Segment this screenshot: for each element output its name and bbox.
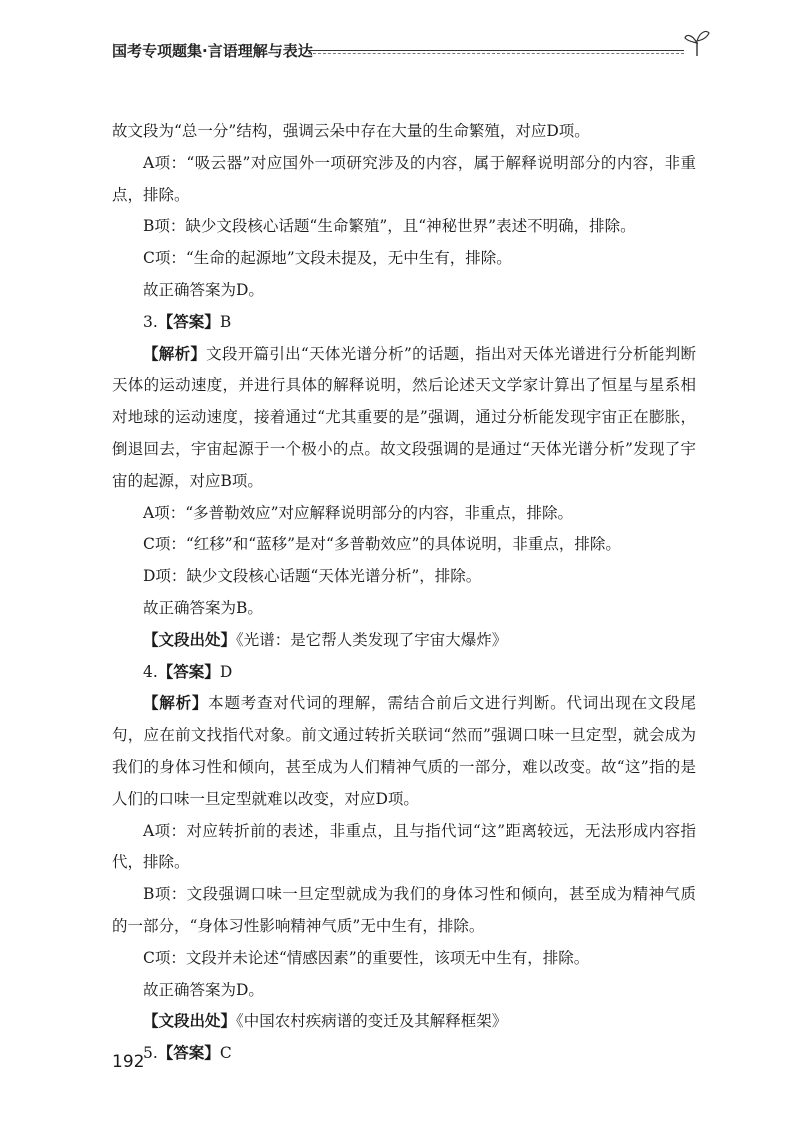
page-number: 192 — [112, 1052, 145, 1072]
answer-heading: 3.【答案】B — [143, 312, 232, 331]
paragraph: 故文段为“总一分”结构，强调云朵中存在大量的生命繁殖，对应D项。 — [112, 122, 590, 140]
answer-heading: 5.【答案】C — [143, 1044, 232, 1063]
paragraph: 故正确答案为D。 — [143, 280, 264, 299]
paragraph: 故正确答案为D。 — [143, 980, 264, 999]
header-rule-dashed — [308, 53, 684, 54]
paragraph: A项：“吸云器”对应国外一项研究涉及的内容，属于解释说明部分的内容，非重点，排除。 — [112, 153, 696, 204]
paragraph: A项：“多普勒效应”对应解释说明部分的内容，非重点，排除。 — [143, 503, 574, 522]
source-paragraph: 【文段出处】《光谱：是它帮人类发现了宇宙大爆炸》 — [143, 630, 508, 649]
paragraph: C项：文段并未论述“情感因素”的重要性，该项无中生有，排除。 — [143, 948, 590, 967]
page-body — [112, 116, 696, 1070]
answer-heading: 4.【答案】D — [143, 662, 233, 681]
header-rule — [308, 50, 684, 51]
analysis-paragraph: 【解析】文段开篇引出“天体光谱分析”的话题，指出对天体光谱进行分析能判断天体的运动速度，并进行具体的解释说明，然后论述天文学家计算出了恒星与星系相对地球的运动速度，接着通过“尤其重要的是”强调，通过分析能发现宇宙正在膨胀，倒退回去，宇宙起源于一个极小的点。故文段强调的是通过“天体光谱分析”发现了宇宙的起源，对应B项。 — [112, 344, 696, 490]
analysis-paragraph: 【解析】本题考查对代词的理解，需结合前后文进行判断。代词出现在文段尾句，应在前文找指代对象。前文通过转折关联词“然而”强调口味一旦定型，就会成为我们的身体习性和倾向，甚至成为人们精神气质的一部分，难以改变。故“这”指的是人们的口味一旦定型就难以改变，对应D项。 — [112, 694, 696, 808]
paragraph: C项：“红移”和“蓝移”是对“多普勒效应”的具体说明，非重点，排除。 — [143, 535, 621, 554]
sprout-icon — [682, 28, 712, 58]
paragraph: A项：对应转折前的表述，非重点，且与指代词“这”距离较远，无法形成内容指代，排除。 — [112, 821, 696, 872]
running-header — [112, 34, 712, 64]
source-paragraph: 【文段出处】《中国农村疾病谱的变迁及其解释框架》 — [143, 1012, 508, 1031]
paragraph: D项：缺少文段核心话题“天体光谱分析”，排除。 — [143, 567, 482, 586]
paragraph: B项：缺少文段核心话题“生命繁殖”，且“神秘世界”表述不明确，排除。 — [143, 217, 636, 236]
paragraph: B项：文段强调口味一旦定型就成为我们的身体习性和倾向，甚至成为精神气质的一部分，“身体习性影响精神气质”无中生有，排除。 — [112, 885, 696, 935]
header-title: 国考专项题集·言语理解与表达 — [112, 42, 313, 60]
paragraph: 故正确答案为B。 — [143, 598, 263, 617]
paragraph: C项：“生命的起源地”文段未提及，无中生有，排除。 — [143, 249, 512, 268]
